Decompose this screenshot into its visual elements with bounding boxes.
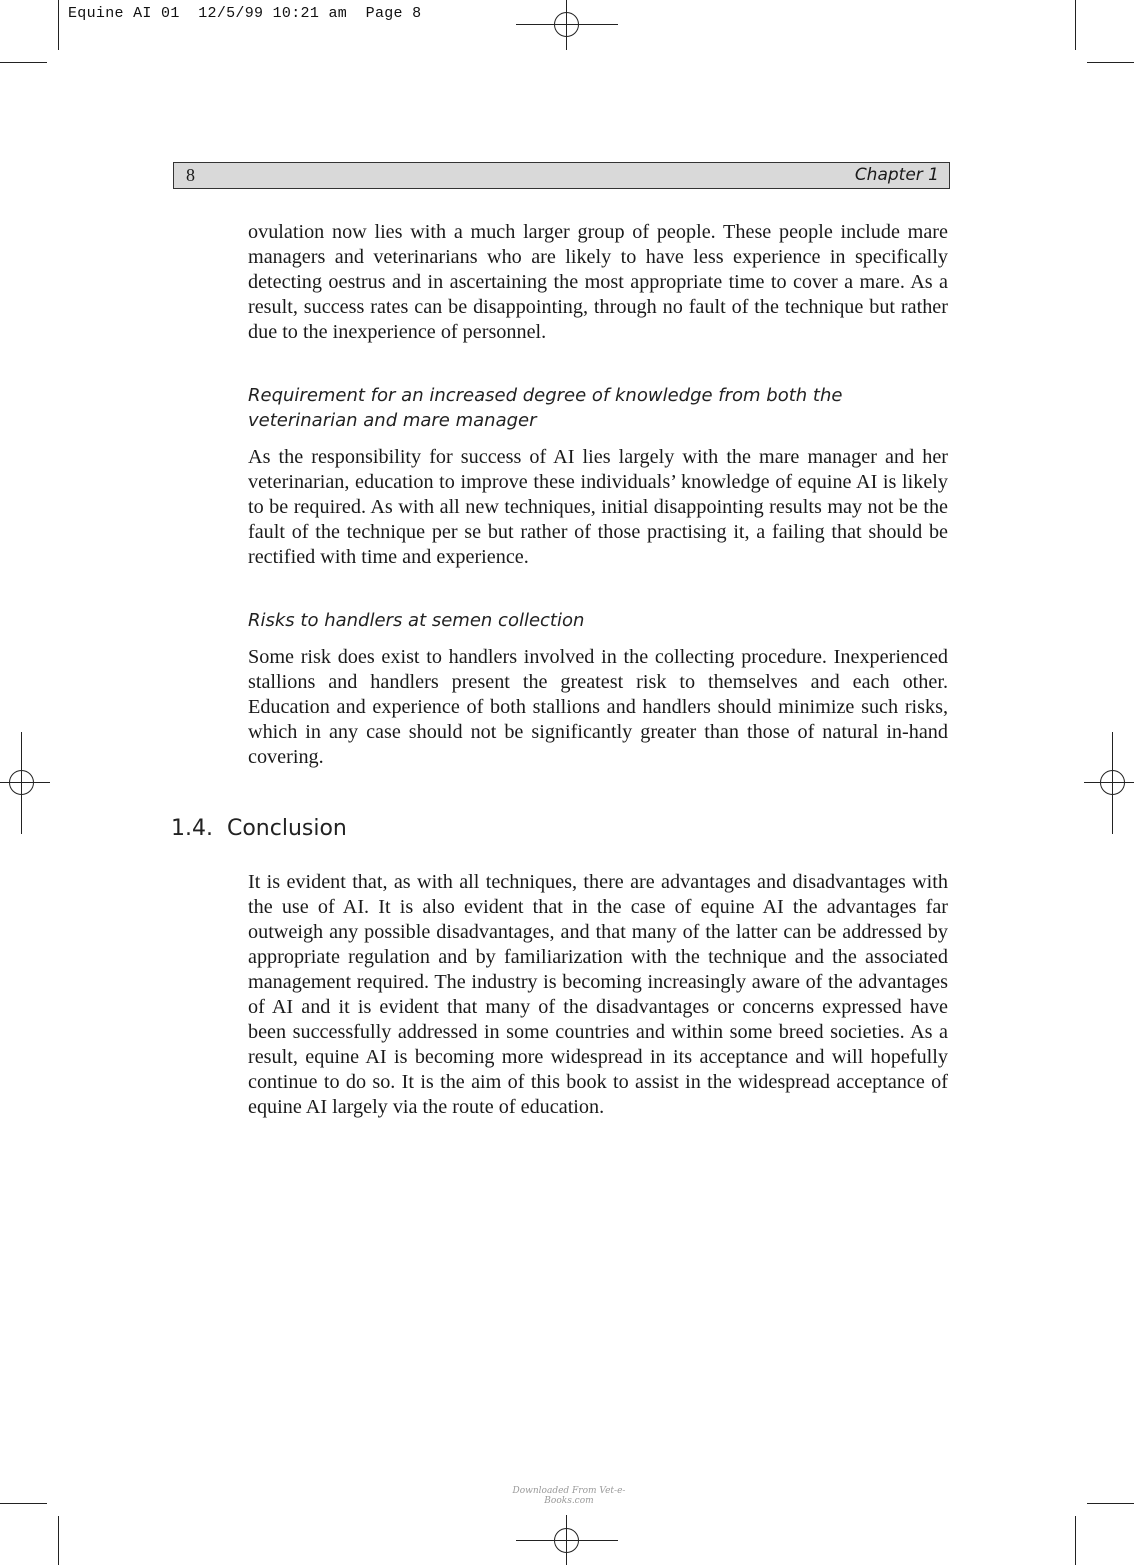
crop-mark-bottom-right-v xyxy=(1075,1516,1076,1565)
download-watermark: Downloaded From Vet-e-Books.com xyxy=(512,1486,626,1506)
section-heading xyxy=(171,816,347,841)
page-number: 8 xyxy=(186,165,195,185)
registration-mark-left xyxy=(0,732,50,834)
body-paragraph-3: Some risk does exist to handlers involved in the collecting procedure. Inexperienced stallions and handlers present the greatest risk to themselves and each other. Education and experience of both stallions and handlers should minimize such risks, which in any case should not be significantly greater than those of natural in-hand covering. xyxy=(248,646,948,768)
section-title: Conclusion xyxy=(226,816,347,841)
running-header xyxy=(173,162,950,189)
crop-mark-bottom-left-h xyxy=(0,1503,47,1504)
registration-mark-right xyxy=(1084,732,1134,834)
chapter-label: Chapter 1 xyxy=(854,165,939,185)
printer-slug: Equine AI 01 12/5/99 10:21 am Page 8 xyxy=(68,5,422,22)
crop-mark-top-right-v xyxy=(1075,0,1076,50)
subheading-knowledge: Requirement for an increased degree of knowledge from both the veterinarian and mare manager xyxy=(248,385,843,431)
body-paragraph-4: It is evident that, as with all techniques, there are advantages and disadvantages with the use of AI. It is also evident that in the case of equine AI the advantages far outweigh any possible disadvantages, and that many of the latter can be addressed by appropriate regulation and by familiarization with the technique and the associated management required. The industry is becoming increasingly aware of the advantages of AI and it is evident that many of the disadvantages or concerns expressed have been successfully addressed in some countries and within some breed societies. As a result, equine AI is becoming more widespread in its acceptance and will hopefully continue to do so. It is the aim of this book to assist in the widespread acceptance of equine AI largely via the route of education. xyxy=(248,871,948,1118)
crop-mark-top-left-v xyxy=(58,0,59,50)
body-paragraph-2: As the responsibility for success of AI lies largely with the mare manager and her veterinarian, education to improve these individuals’ knowledge of equine AI is likely to be required. As with all new techniques, initial disappointing results may not be the fault of the technique per se but rather of those practising it, a failing that should be rectified with time and experience. xyxy=(248,446,948,568)
subheading-risks: Risks to handlers at semen collection xyxy=(248,610,585,631)
crop-mark-bottom-right-h xyxy=(1087,1503,1134,1504)
crop-mark-top-left-h xyxy=(0,62,47,63)
crop-mark-bottom-left-v xyxy=(58,1516,59,1565)
registration-mark-bottom xyxy=(516,1515,618,1565)
section-number: 1.4. xyxy=(171,816,213,841)
body-paragraph-1: ovulation now lies with a much larger group of people. These people include mare managers and veterinarians who are likely to have less experience in specifically detecting oestrus and in ascertaining the most appropriate time to cover a mare. As a result, success rates can be disappointing, through no fault of the technique but rather due to the inexperience of personnel. xyxy=(248,221,948,343)
crop-mark-top-right-h xyxy=(1087,62,1134,63)
registration-mark-top xyxy=(516,0,618,50)
